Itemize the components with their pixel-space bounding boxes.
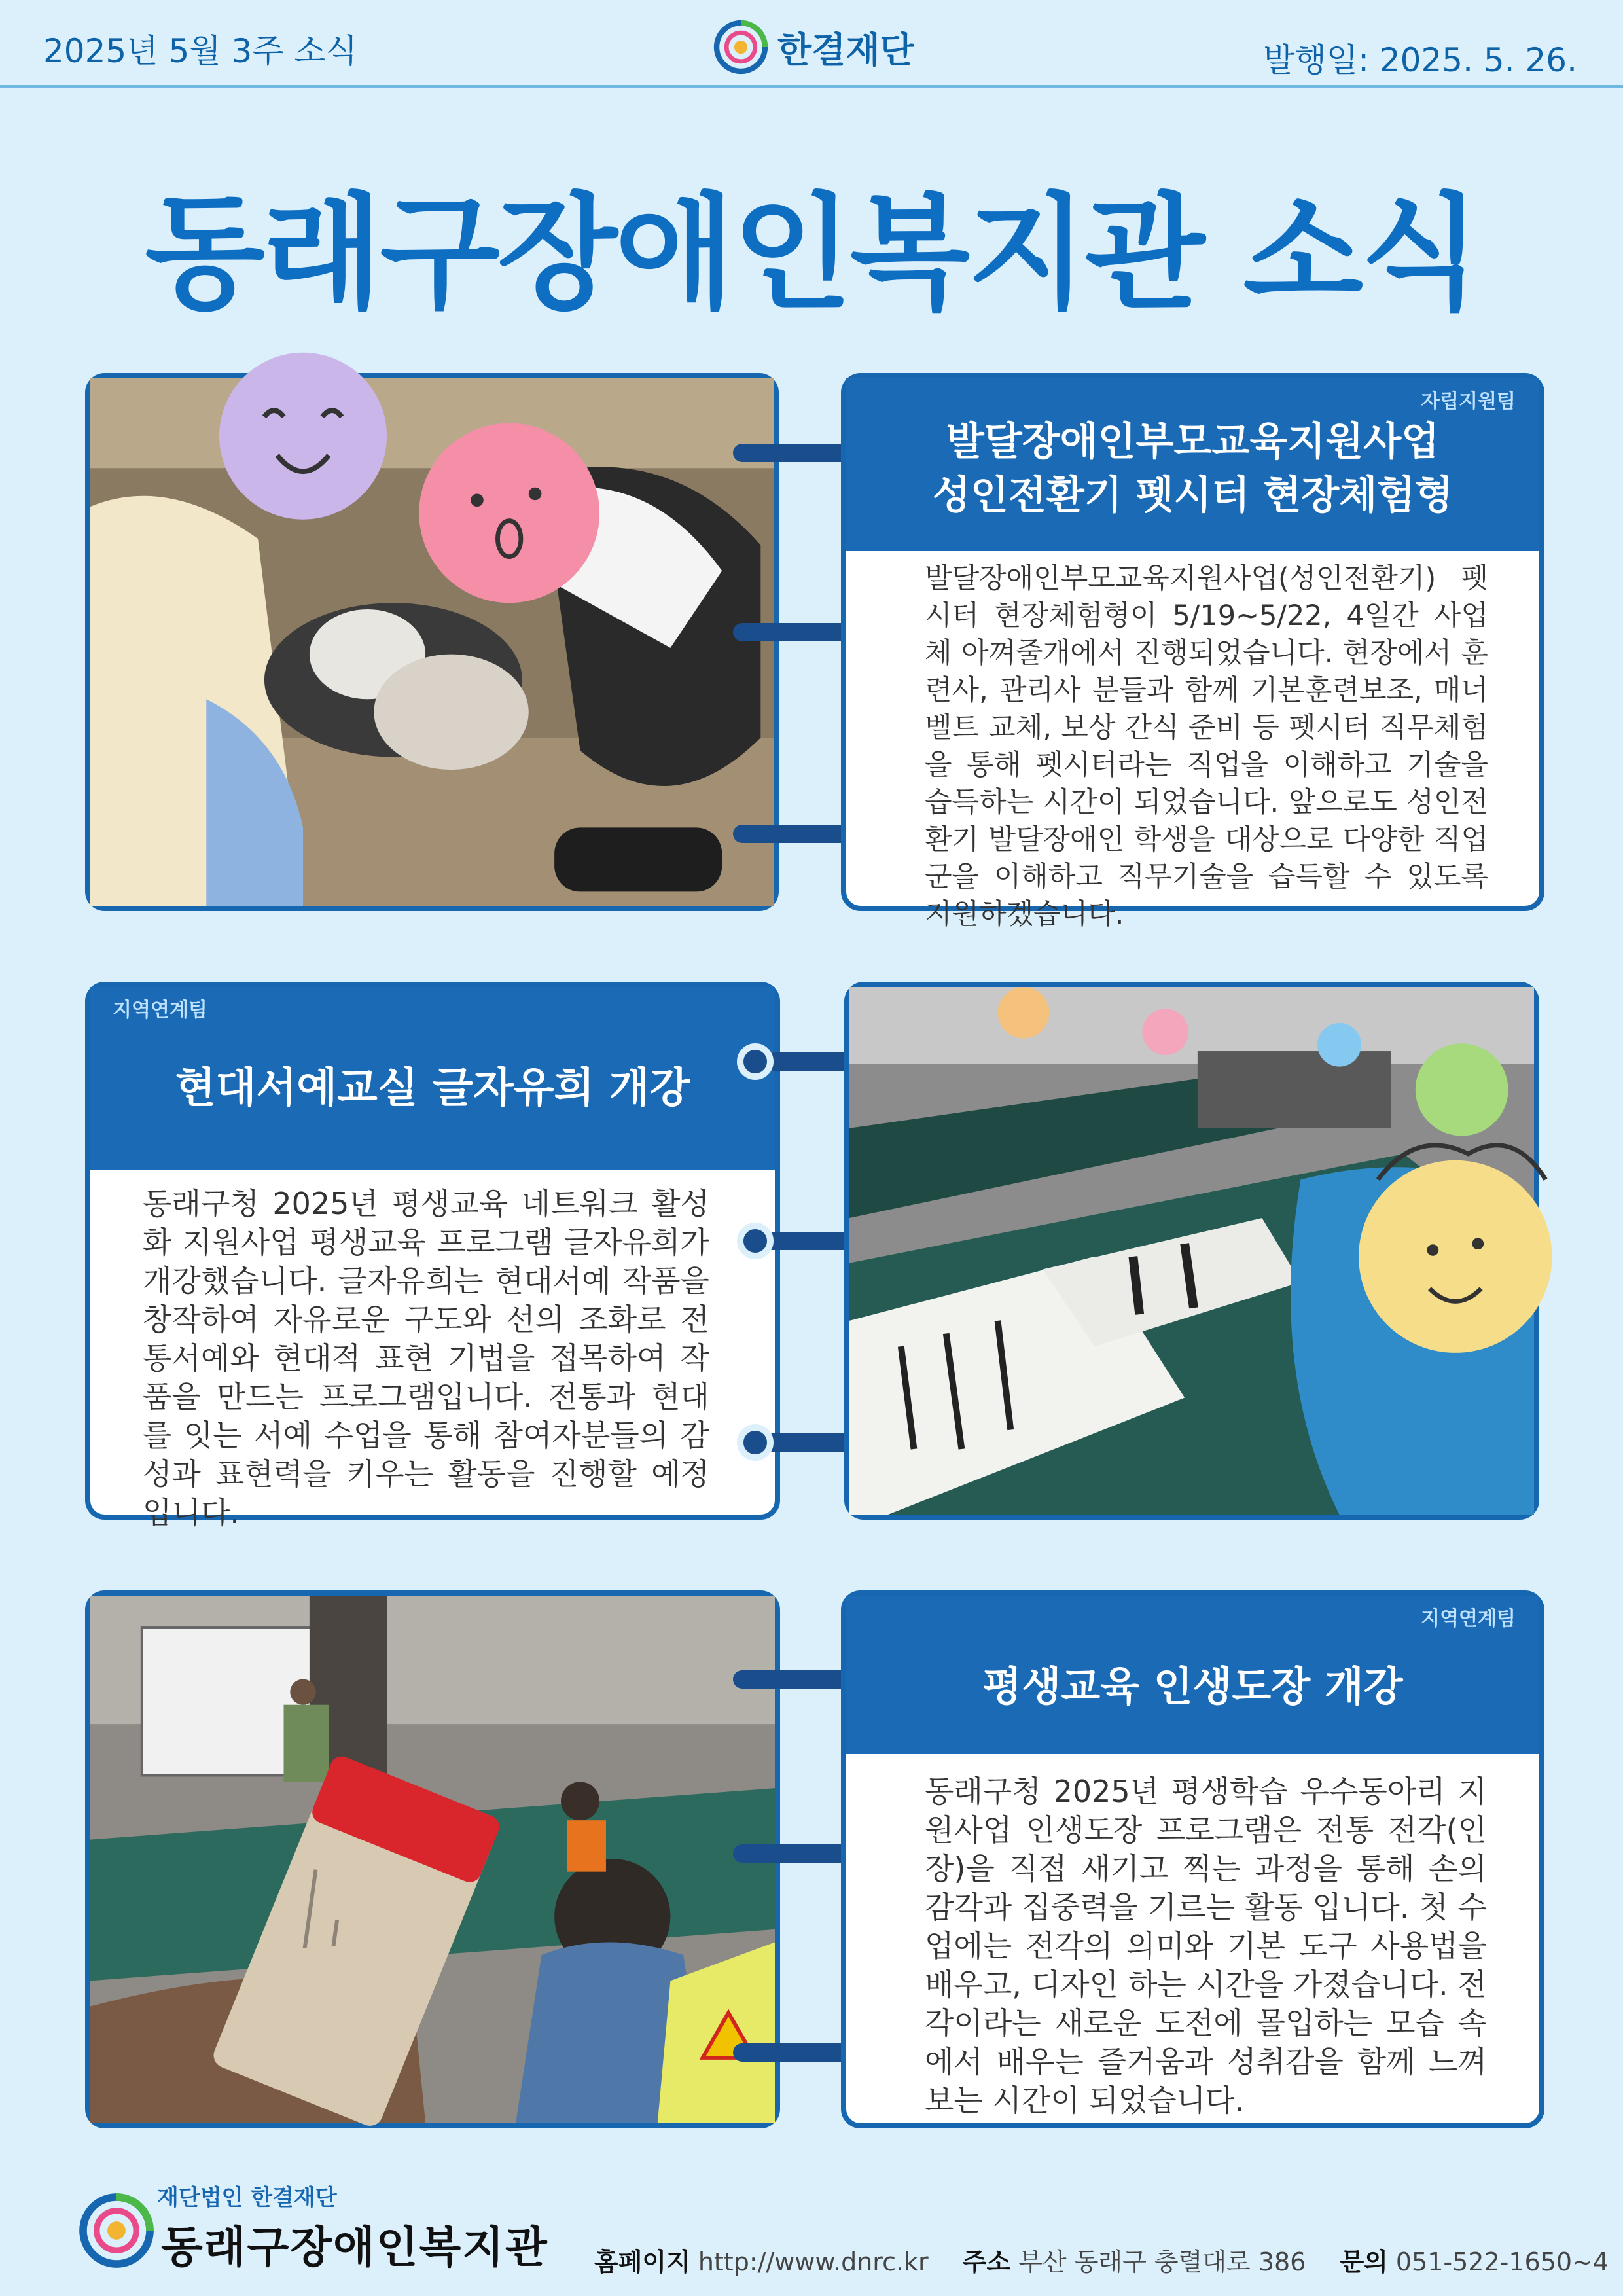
page-title: 동래구장애인복지관 소식 [145,181,1478,326]
address-value: 부산 동래구 충렬대로 386 [1018,2248,1306,2276]
photo-seal-carving [85,1590,780,2128]
article-body: 동래구청 2025년 평생교육 네트워크 활성화 지원사업 평생교육 프로그램 글자유희가 개강했습니다. 글자유희는 현대서예 작품을 창작하여 자유로운 구도와 선의 조화로 전통서예와 현대적 표현 기법을 접목하여 작품을 만드는 프로그램입니다. 전통과 현대를 잇는 서예 수업을 통해 참여자분들의 감성과 표현력을 키우는 활동을 진행할 예정입니다. [143,1186,709,1530]
hangyeol-logo-icon [79,2193,154,2269]
brand [713,20,914,75]
address-label: 주소 [962,2248,1011,2276]
team-label: 자립지원팀 [1421,390,1516,413]
homepage-label: 홈페이지 [594,2248,690,2276]
article-card-pet-sitter [841,373,1544,931]
article-header [846,1596,1539,1754]
top-bar [0,0,1623,88]
footer-org-name: 동래구장애인복지관 [161,2222,548,2272]
team-label: 지역연계팀 [113,999,207,1022]
team-label: 지역연계팀 [1421,1607,1516,1630]
article-title-line: 발달장애인부모교육지원사업 [946,419,1440,465]
photo-calligraphy [844,982,1539,1520]
footer-organization [79,2186,548,2274]
issue-label: 2025년 5월 3주 소식 [43,32,358,70]
article-body: 동래구청 2025년 평생학습 우수동아리 지원사업 인생도장 프로그램은 전통 전각(인장)을 직접 새기고 찍는 과정을 통해 손의 감각과 집중력을 기르는 활동 입니다. 첫 수업에는 전각의 의미와 기본 도구 사용법을 배우고, 디자인 하는 시간을 가졌습니다. 전각이라는 새로운 도전에 몰입하는 모습 속에서 배우는 즐거움과 성취감을 함께 느껴보는 시간이 되었습니다. [925,1774,1487,2118]
homepage-link[interactable]: http://www.dnrc.kr [698,2248,929,2276]
brand-name: 한결재단 [777,29,914,71]
article-card-seal [841,1590,1544,2128]
article-title-line: 현대서예교실 글자유희 개강 [175,1064,690,1113]
article-title-line: 평생교육 인생도장 개강 [982,1662,1403,1710]
article-header [90,987,775,1170]
hangyeol-logo-icon [713,20,768,75]
footer-foundation: 재단법인 한결재단 [157,2185,337,2211]
article-card-calligraphy [85,982,780,1530]
article-title-line: 성인전환기 펫시터 현장체험형 [932,473,1454,518]
contact-phone: 051-522-1650~4 [1395,2248,1609,2276]
article-header [846,378,1539,551]
publish-date: 발행일: 2025. 5. 26. [1263,41,1577,79]
footer-contact-info [594,2242,1609,2278]
article-body: 발달장애인부모교육지원사업(성인전환기) 펫시터 현장체험형이 5/19~5/22, 4일간 사업체 아껴줄개에서 진행되었습니다. 현장에서 훈련사, 관리사 분들과 함께 기본훈련보조, 매너벨트 교체, 보상 간식 준비 등 펫시터 직무체험을 통해 펫시터라는 직업을 이해하고 기술을 습득하는 시간이 되었습니다. 앞으로도 성인전환기 발달장애인 학생을 대상으로 다양한 직업군을 이해하고 직무기술을 습득할 수 있도록 지원하겠습니다. [925,562,1488,931]
contact-label: 문의 [1340,2248,1388,2276]
photo-pet-sitter [85,373,779,911]
